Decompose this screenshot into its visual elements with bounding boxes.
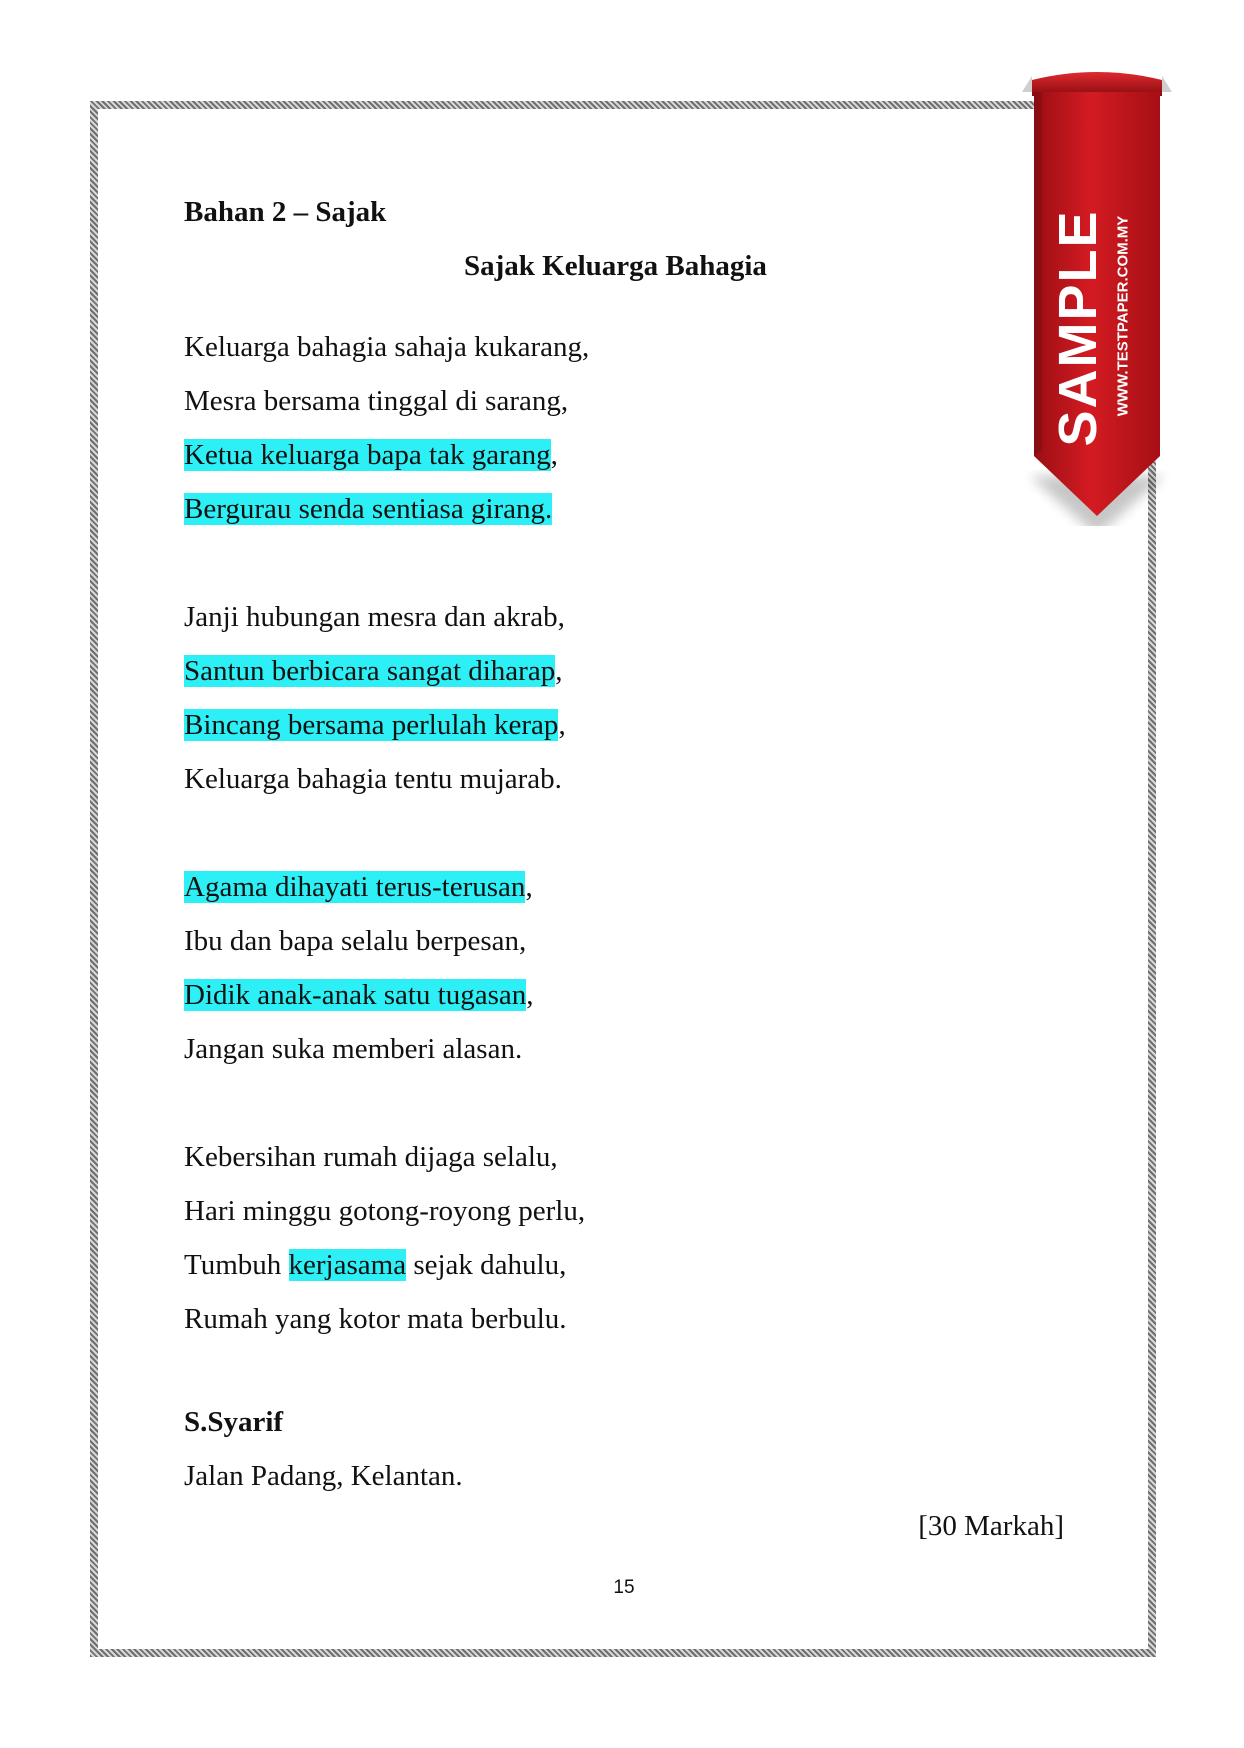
poem-line xyxy=(184,968,589,1022)
line-text: , xyxy=(550,439,558,471)
ribbon-text-layer xyxy=(1022,66,1172,526)
poem-line xyxy=(184,914,589,968)
poem-line xyxy=(184,374,589,428)
line-text: Tumbuh xyxy=(184,1249,289,1281)
poem-line xyxy=(184,320,589,374)
line-text: , xyxy=(558,709,566,741)
poem-author: S.Syarif xyxy=(184,1406,284,1438)
stanza xyxy=(184,320,589,536)
poem-line xyxy=(184,644,589,698)
line-text: Keluarga bahagia tentu mujarab. xyxy=(184,763,562,795)
marks-label: [30 Markah] xyxy=(918,1510,1064,1542)
line-text: Ibu dan bapa selalu berpesan, xyxy=(184,925,527,957)
poem-line xyxy=(184,1130,589,1184)
line-text: Keluarga bahagia sahaja kukarang, xyxy=(184,331,590,363)
ribbon-label: SAMPLE xyxy=(1048,209,1108,447)
stanza xyxy=(184,1130,589,1346)
highlighted-text: Bincang bersama perlulah kerap xyxy=(184,709,559,741)
line-text: Rumah yang kotor mata berbulu. xyxy=(184,1303,567,1335)
poem-line xyxy=(184,1238,589,1292)
line-text: Mesra bersama tinggal di sarang, xyxy=(184,385,569,417)
page-number: 15 xyxy=(613,1577,635,1598)
line-text: , xyxy=(526,979,534,1011)
poem-line xyxy=(184,428,589,482)
ribbon-url: WWW.TESTPAPER.COM.MY xyxy=(1114,215,1132,417)
poem-line xyxy=(184,1292,589,1346)
highlighted-text: Agama dihayati terus-terusan xyxy=(184,871,526,903)
highlighted-text: Santun berbicara sangat diharap xyxy=(184,655,556,687)
line-text: Jangan suka memberi alasan. xyxy=(184,1033,523,1065)
stanza xyxy=(184,860,589,1076)
poem-line xyxy=(184,752,589,806)
poem-title: Sajak Keluarga Bahagia xyxy=(464,250,767,282)
highlighted-text: Bergurau senda sentiasa girang. xyxy=(184,493,553,525)
line-text: , xyxy=(525,871,533,903)
sample-ribbon xyxy=(1022,66,1172,526)
poem-line xyxy=(184,590,589,644)
line-text: sejak dahulu, xyxy=(406,1249,567,1281)
poem xyxy=(184,320,589,1400)
poem-line xyxy=(184,860,589,914)
author-location: Jalan Padang, Kelantan. xyxy=(184,1460,463,1492)
line-text: Kebersihan rumah dijaga selalu, xyxy=(184,1141,558,1173)
poem-line xyxy=(184,1022,589,1076)
poem-line xyxy=(184,698,589,752)
poem-line xyxy=(184,482,589,536)
poem-line xyxy=(184,1184,589,1238)
line-text: , xyxy=(555,655,563,687)
highlighted-text: kerjasama xyxy=(288,1249,407,1281)
section-heading: Bahan 2 – Sajak xyxy=(184,196,387,228)
stanza xyxy=(184,590,589,806)
line-text: Janji hubungan mesra dan akrab, xyxy=(184,601,565,633)
line-text: Hari minggu gotong-royong perlu, xyxy=(184,1195,586,1227)
highlighted-text: Didik anak-anak satu tugasan xyxy=(184,979,527,1011)
highlighted-text: Ketua keluarga bapa tak garang xyxy=(184,439,551,471)
